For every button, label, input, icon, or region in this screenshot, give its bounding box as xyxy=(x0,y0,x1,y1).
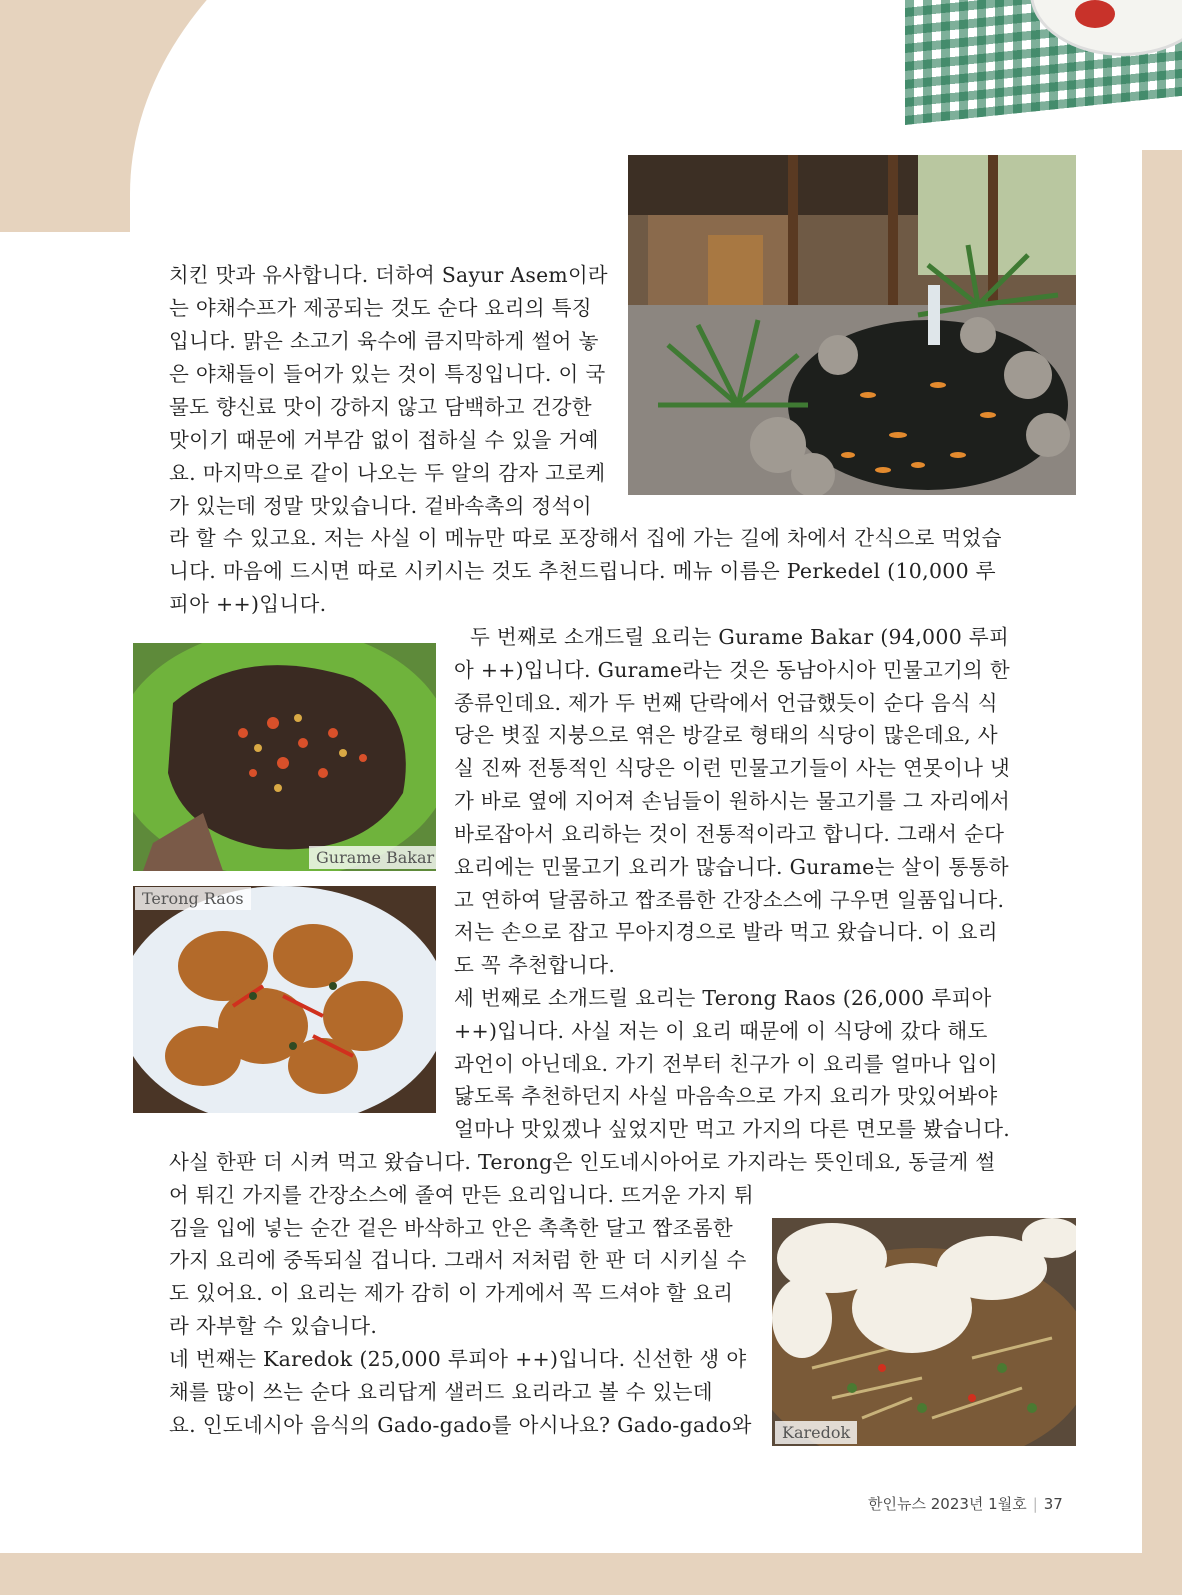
text-line: 닳도록 추천하던지 사실 마음속으로 가지 요리가 맛있어봐야 xyxy=(454,1084,998,1108)
background-right-band xyxy=(1142,150,1182,1595)
terong-raos-caption: Terong Raos xyxy=(135,887,251,910)
text-line: 사실 한판 더 시켜 먹고 왔습니다. Terong은 인도네시아어로 가지라는 뜻인데요, 동글게 썰 xyxy=(169,1150,996,1174)
text-line: 도 꼭 추천합니다. xyxy=(454,953,616,977)
text-line: 가 바로 옆에 지어져 손님들이 원하시는 물고기를 그 자리에서 xyxy=(454,789,1011,813)
page-footer xyxy=(868,1493,1063,1514)
text-line: ++)입니다. 사실 저는 이 요리 때문에 이 식당에 갔다 해도 xyxy=(454,1019,988,1043)
text-line: 채를 많이 쓰는 순다 요리답게 샐러드 요리라고 볼 수 있는데 xyxy=(169,1380,713,1404)
text-line: 라 할 수 있고요. 저는 사실 이 메뉴만 따로 포장해서 집에 가는 길에 차에서 간식으로 먹었습 xyxy=(169,526,1002,550)
text-line: 물도 향신료 맛이 강하지 않고 담백하고 건강한 xyxy=(169,395,592,419)
text-line: 도 있어요. 이 요리는 제가 감히 이 가게에서 꼭 드셔야 할 요리 xyxy=(169,1281,734,1305)
text-line: 니다. 마음에 드시면 따로 시키시는 것도 추천드립니다. 메뉴 이름은 Perkedel (10,000 루 xyxy=(169,559,996,583)
footer-separator: | xyxy=(1032,1495,1038,1513)
text-line: 세 번째로 소개드릴 요리는 Terong Raos (26,000 루피아 xyxy=(454,986,992,1010)
text-line: 맛이기 때문에 거부감 없이 접하실 수 있을 거예 xyxy=(169,428,599,452)
text-line: 는 야채수프가 제공되는 것도 순다 요리의 특징 xyxy=(169,296,592,320)
gurame-bakar-caption: Gurame Bakar xyxy=(309,846,441,869)
text-line: 은 야채들이 들어가 있는 것이 특징입니다. 이 국 xyxy=(169,362,606,386)
text-line: 저는 손으로 잡고 무아지경으로 발라 먹고 왔습니다. 이 요리 xyxy=(454,920,998,944)
text-line: 라 자부할 수 있습니다. xyxy=(169,1314,378,1338)
text-line: 피아 ++)입니다. xyxy=(169,592,327,616)
text-line: 요. 마지막으로 같이 나오는 두 알의 감자 고로케 xyxy=(169,461,606,485)
text-line: 실 진짜 전통적인 식당은 이런 민물고기들이 사는 연못이나 냇 xyxy=(454,756,1011,780)
publication-name: 한인뉴스 2023년 1월호 xyxy=(868,1495,1027,1513)
text-line: 가 있는데 정말 맛있습니다. 겉바속촉의 정석이 xyxy=(169,494,592,518)
restaurant-pond-photo xyxy=(628,155,1076,495)
text-line: 바로잡아서 요리하는 것이 전통적이라고 합니다. 그래서 순다 xyxy=(454,822,1005,846)
text-line: 어 튀긴 가지를 간장소스에 졸여 만든 요리입니다. 뜨거운 가지 튀 xyxy=(169,1183,754,1207)
text-line: 입니다. 맑은 소고기 육수에 큼지막하게 썰어 놓 xyxy=(169,329,599,353)
text-line: 고 연하여 달콤하고 짭조름한 간장소스에 구우면 일품입니다. xyxy=(454,888,1005,912)
karedok-caption: Karedok xyxy=(775,1421,857,1444)
background-bottom-band xyxy=(0,1553,1182,1595)
text-line: 당은 볏짚 지붕으로 엮은 방갈로 형태의 식당이 많은데요, 사 xyxy=(454,723,998,747)
tomato-decoration xyxy=(1075,0,1115,28)
text-line: 아 ++)입니다. Gurame라는 것은 동남아시아 민물고기의 한 xyxy=(454,658,1010,682)
text-line: 두 번째로 소개드릴 요리는 Gurame Bakar (94,000 루피 xyxy=(470,625,1010,649)
text-line: 가지 요리에 중독되실 겁니다. 그래서 저처럼 한 판 더 시키실 수 xyxy=(169,1248,747,1272)
gurame-bakar-photo xyxy=(133,643,436,871)
karedok-photo xyxy=(772,1218,1076,1446)
text-line: 종류인데요. 제가 두 번째 단락에서 언급했듯이 순다 음식 식 xyxy=(454,691,998,715)
text-line: 김을 입에 넣는 순간 겉은 바삭하고 안은 촉촉한 달고 짭조롬한 xyxy=(169,1216,733,1240)
text-line: 얼마나 맛있겠나 싶었지만 먹고 가지의 다른 면모를 봤습니다. xyxy=(454,1117,1011,1141)
text-line: 네 번째는 Karedok (25,000 루피아 ++)입니다. 신선한 생 야 xyxy=(169,1347,747,1371)
terong-raos-photo xyxy=(133,886,436,1113)
text-line: 요리에는 민물고기 요리가 많습니다. Gurame는 살이 통통하 xyxy=(454,855,1009,879)
text-line: 치킨 맛과 유사합니다. 더하여 Sayur Asem이라 xyxy=(169,263,608,287)
text-line: 요. 인도네시아 음식의 Gado-gado를 아시나요? Gado-gado와 xyxy=(169,1413,752,1437)
page-number: 37 xyxy=(1043,1495,1063,1513)
text-line: 과언이 아닌데요. 가기 전부터 친구가 이 요리를 얼마나 입이 xyxy=(454,1052,998,1076)
